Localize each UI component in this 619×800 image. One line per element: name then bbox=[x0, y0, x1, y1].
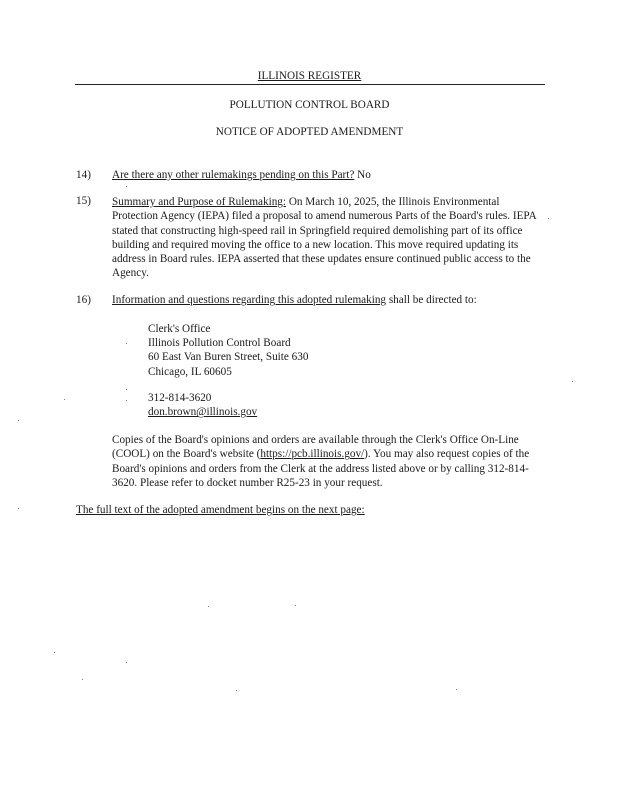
item-16-heading: Information and questions regarding this adopted rulemaking bbox=[112, 294, 387, 306]
scan-speck bbox=[295, 605, 296, 606]
contact-phone: 312-814-3620 bbox=[148, 392, 212, 404]
scan-speck bbox=[54, 652, 55, 653]
scan-speck bbox=[548, 218, 549, 219]
item-15-heading: Summary and Purpose of Rulemaking: bbox=[112, 196, 287, 208]
scan-speck bbox=[126, 343, 127, 344]
address-line-4: Chicago, IL 60605 bbox=[148, 365, 232, 378]
address-line-1: Clerk's Office bbox=[148, 323, 211, 335]
scan-speck bbox=[126, 400, 127, 401]
copies-paragraph bbox=[112, 433, 542, 490]
scan-speck bbox=[126, 186, 127, 187]
scan-speck bbox=[18, 420, 19, 421]
clerk-address-block bbox=[148, 322, 308, 379]
scan-speck bbox=[82, 679, 83, 680]
full-text-statement bbox=[76, 504, 365, 516]
contact-email-link[interactable]: don.brown@illinois.gov bbox=[148, 406, 258, 419]
item-16-heading-line bbox=[112, 294, 477, 306]
item-14-question: Are there any other rulemakings pending on this Part? bbox=[112, 169, 355, 181]
item-16-number: 16) bbox=[76, 294, 91, 306]
copies-text-post: ). You may also request copies of the Board's opinions and orders from the Clerk at the address listed above or by calling 312-814-3620. Please refer to docket number R25-23 in your request. bbox=[112, 448, 530, 489]
item-15-text: On March 10, 2025, the Illinois Environmental Protection Agency (IEPA) filed a proposal to amend numerous Parts of the Board's rules. IEPA stated that constructing high-speed rail in Springfield required demolishing part of its office building and required moving the office to a new location. This move required updating its address in Board rules. IEPA asserted that these updates ensure continued public access to the Agency. bbox=[112, 196, 537, 280]
scan-speck bbox=[64, 399, 65, 400]
scan-speck bbox=[572, 381, 573, 382]
item-16-heading-tail: shall be directed to: bbox=[388, 294, 477, 306]
address-line-3: 60 East Van Buren Street, Suite 630 bbox=[148, 351, 309, 364]
header-rule bbox=[75, 84, 545, 85]
scan-speck bbox=[126, 662, 127, 663]
address-line-2: Illinois Pollution Control Board bbox=[148, 337, 291, 350]
item-14-line bbox=[112, 169, 371, 181]
item-15-number: 15) bbox=[76, 195, 91, 207]
notice-title: NOTICE OF ADOPTED AMENDMENT bbox=[215, 126, 404, 138]
copies-text-pre: Copies of the Board's opinions and orders are available through the Clerk's Office On-Line (COOL) on the Board's website ( bbox=[112, 434, 519, 461]
item-15-paragraph bbox=[112, 195, 542, 281]
register-title bbox=[0, 70, 619, 82]
scan-speck bbox=[126, 389, 127, 390]
item-14-answer: No bbox=[357, 169, 371, 181]
full-text-statement-text: The full text of the adopted amendment begins on the next page: bbox=[76, 504, 365, 516]
scan-speck bbox=[456, 689, 457, 690]
scan-speck bbox=[18, 508, 19, 509]
board-title: POLLUTION CONTROL BOARD bbox=[229, 99, 390, 111]
scan-speck bbox=[208, 606, 209, 607]
item-14-number: 14) bbox=[76, 169, 91, 181]
register-title-text: ILLINOIS REGISTER bbox=[257, 70, 362, 82]
scan-speck bbox=[236, 690, 237, 691]
website-link[interactable]: https://pcb.illinois.gov/ bbox=[260, 448, 365, 461]
contact-block bbox=[148, 391, 257, 419]
